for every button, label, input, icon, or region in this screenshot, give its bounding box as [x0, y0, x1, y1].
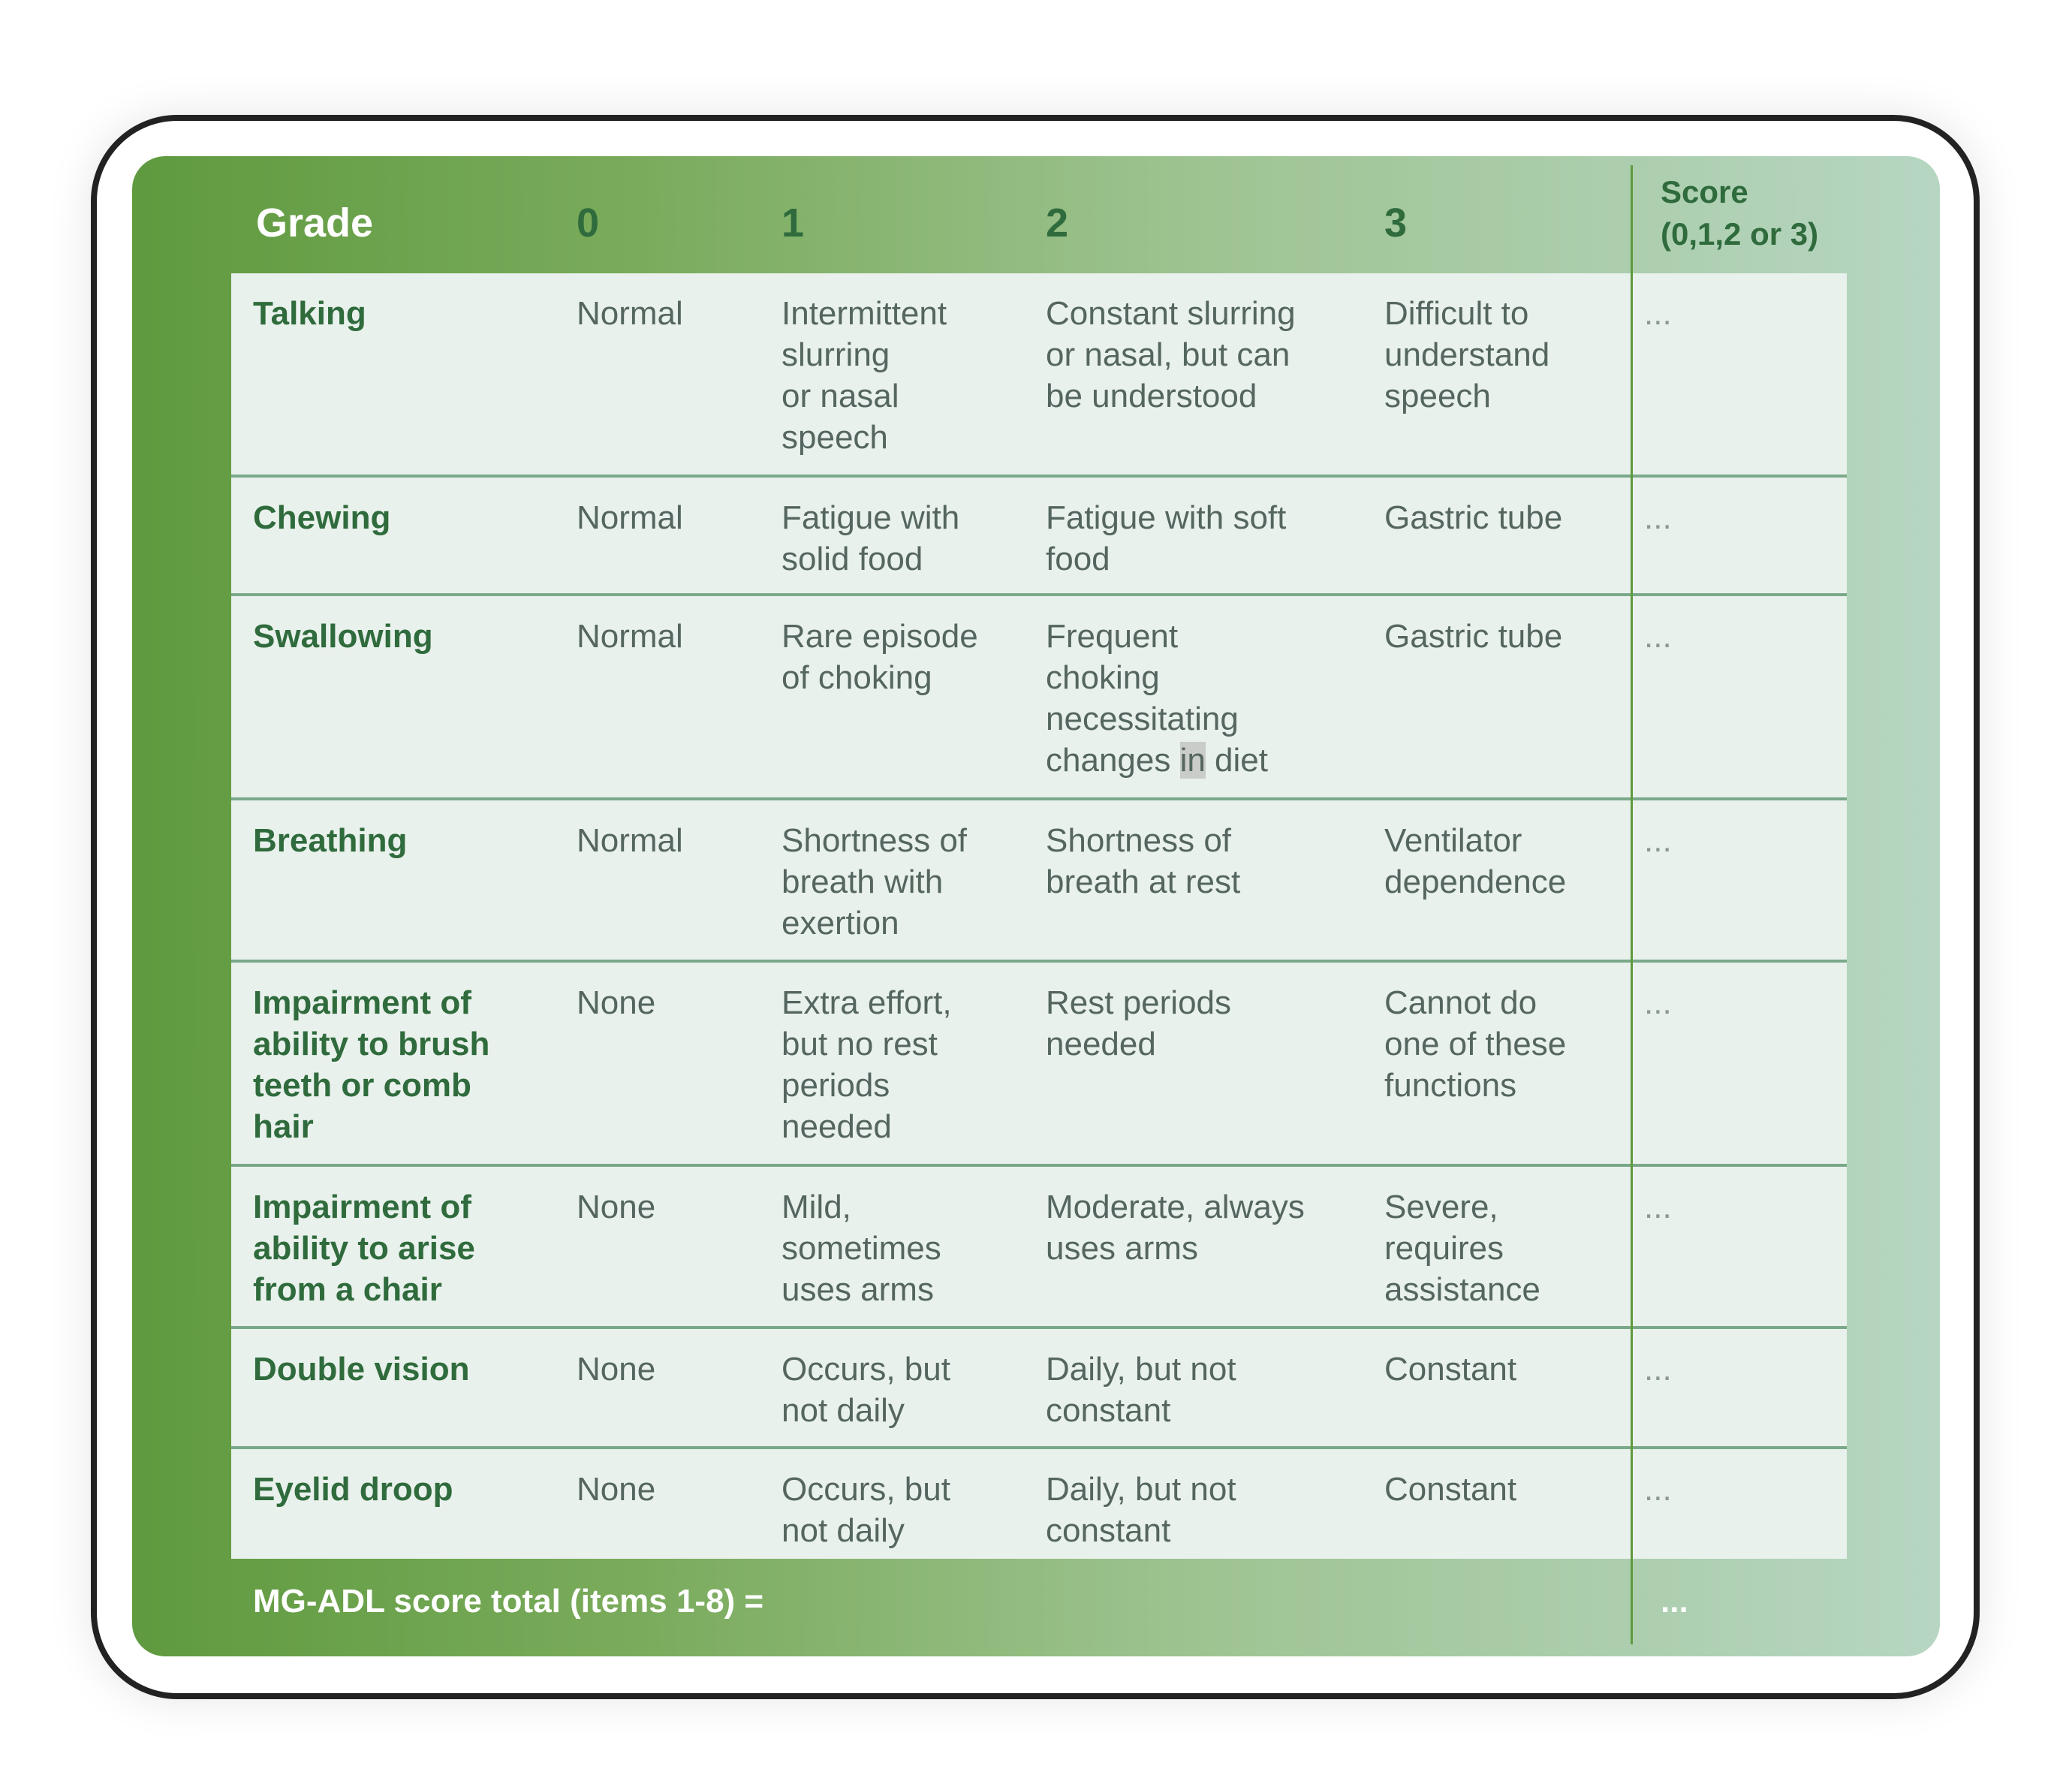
grade-0-cell: Normal — [577, 822, 683, 859]
score-cell[interactable]: ... — [1644, 1189, 1672, 1225]
table-row-swallowing — [231, 596, 1847, 800]
grade-1-cell: Occurs, but not daily — [782, 1351, 950, 1429]
grade-0-cell: None — [577, 1189, 656, 1225]
header-grade-3: 3 — [1384, 200, 1408, 246]
header-score: Score (0,1,2 or 3) — [1661, 174, 1819, 252]
grade-2-text-a: Frequent choking necessitating changes — [1046, 618, 1239, 779]
table-row-chewing — [231, 478, 1847, 596]
total-value[interactable]: ... — [1661, 1583, 1688, 1620]
grade-0-cell: None — [577, 1351, 656, 1388]
grade-2-cell: Daily, but not constant — [1046, 1471, 1236, 1549]
row-label: Eyelid droop — [253, 1471, 453, 1508]
header-grade: Grade — [256, 200, 374, 246]
score-cell[interactable]: ... — [1644, 1351, 1672, 1388]
row-label: Impairment of ability to brush teeth or comb hair — [253, 984, 490, 1145]
score-cell[interactable]: ... — [1644, 1471, 1672, 1508]
grade-0-cell: Normal — [577, 618, 683, 655]
row-label: Impairment of ability to arise from a chair — [253, 1189, 475, 1308]
grade-3-cell: Gastric tube — [1384, 499, 1563, 536]
grade-0-cell: Normal — [577, 499, 683, 536]
score-cell[interactable]: ... — [1644, 499, 1672, 536]
grade-3-cell: Difficult to understand speech — [1384, 295, 1550, 414]
grade-2-cell: Shortness of breath at rest — [1046, 822, 1241, 900]
score-cell[interactable]: ... — [1644, 618, 1672, 655]
grade-1-cell: Rare episode of choking — [782, 618, 978, 696]
grade-1-cell: Shortness of breath with exertion — [782, 822, 968, 942]
grade-1-cell: Extra effort, but no rest periods needed — [782, 984, 952, 1145]
grade-2-text-c: diet — [1205, 742, 1268, 779]
grade-1-cell: Intermittent slurring or nasal speech — [782, 295, 947, 456]
row-label: Talking — [253, 295, 366, 332]
table-row-breathing — [231, 800, 1847, 963]
table-row-double-vision — [231, 1329, 1847, 1449]
grade-0-cell: None — [577, 1471, 656, 1508]
grade-3-cell: Constant — [1384, 1471, 1517, 1508]
header-grade-1: 1 — [782, 200, 805, 246]
grade-2-cell — [1046, 616, 1268, 781]
score-column-divider — [1631, 165, 1633, 1644]
grade-3-cell: Constant — [1384, 1351, 1517, 1388]
row-label: Double vision — [253, 1351, 470, 1388]
score-cell[interactable]: ... — [1644, 822, 1672, 859]
total-label: MG-ADL score total (items 1-8) = — [253, 1583, 764, 1620]
grade-2-cell: Daily, but not constant — [1046, 1351, 1236, 1429]
table-row-eyelid-droop — [231, 1449, 1847, 1559]
header-grade-0: 0 — [577, 200, 600, 246]
grade-3-cell: Severe, requires assistance — [1384, 1189, 1540, 1308]
grade-0-cell: Normal — [577, 295, 683, 332]
grade-0-cell: None — [577, 984, 656, 1021]
row-label: Swallowing — [253, 618, 433, 655]
grade-2-cell: Constant slurring or nasal, but can be understood — [1046, 295, 1296, 414]
mg-adl-table-panel — [132, 156, 1940, 1656]
grade-table — [231, 273, 1847, 1559]
grade-1-cell: Occurs, but not daily — [782, 1471, 950, 1549]
grade-1-cell: Fatigue with solid food — [782, 499, 960, 577]
grade-2-cell: Rest periods needed — [1046, 984, 1232, 1062]
grade-3-cell: Cannot do one of these functions — [1384, 984, 1567, 1104]
table-row-talking — [231, 273, 1847, 478]
grade-3-cell: Ventilator dependence — [1384, 822, 1567, 900]
row-label: Breathing — [253, 822, 408, 859]
grade-1-cell: Mild, sometimes uses arms — [782, 1189, 941, 1308]
table-row-arise-chair — [231, 1167, 1847, 1329]
grade-2-cell: Fatigue with soft food — [1046, 499, 1287, 577]
highlighted-word: in — [1179, 742, 1206, 779]
score-cell[interactable]: ... — [1644, 295, 1672, 332]
row-label: Chewing — [253, 499, 391, 536]
score-cell[interactable]: ... — [1644, 984, 1672, 1021]
grade-2-cell: Moderate, always uses arms — [1046, 1189, 1305, 1267]
header-grade-2: 2 — [1046, 200, 1069, 246]
grade-3-cell: Gastric tube — [1384, 618, 1563, 655]
table-row-brush-teeth — [231, 963, 1847, 1167]
